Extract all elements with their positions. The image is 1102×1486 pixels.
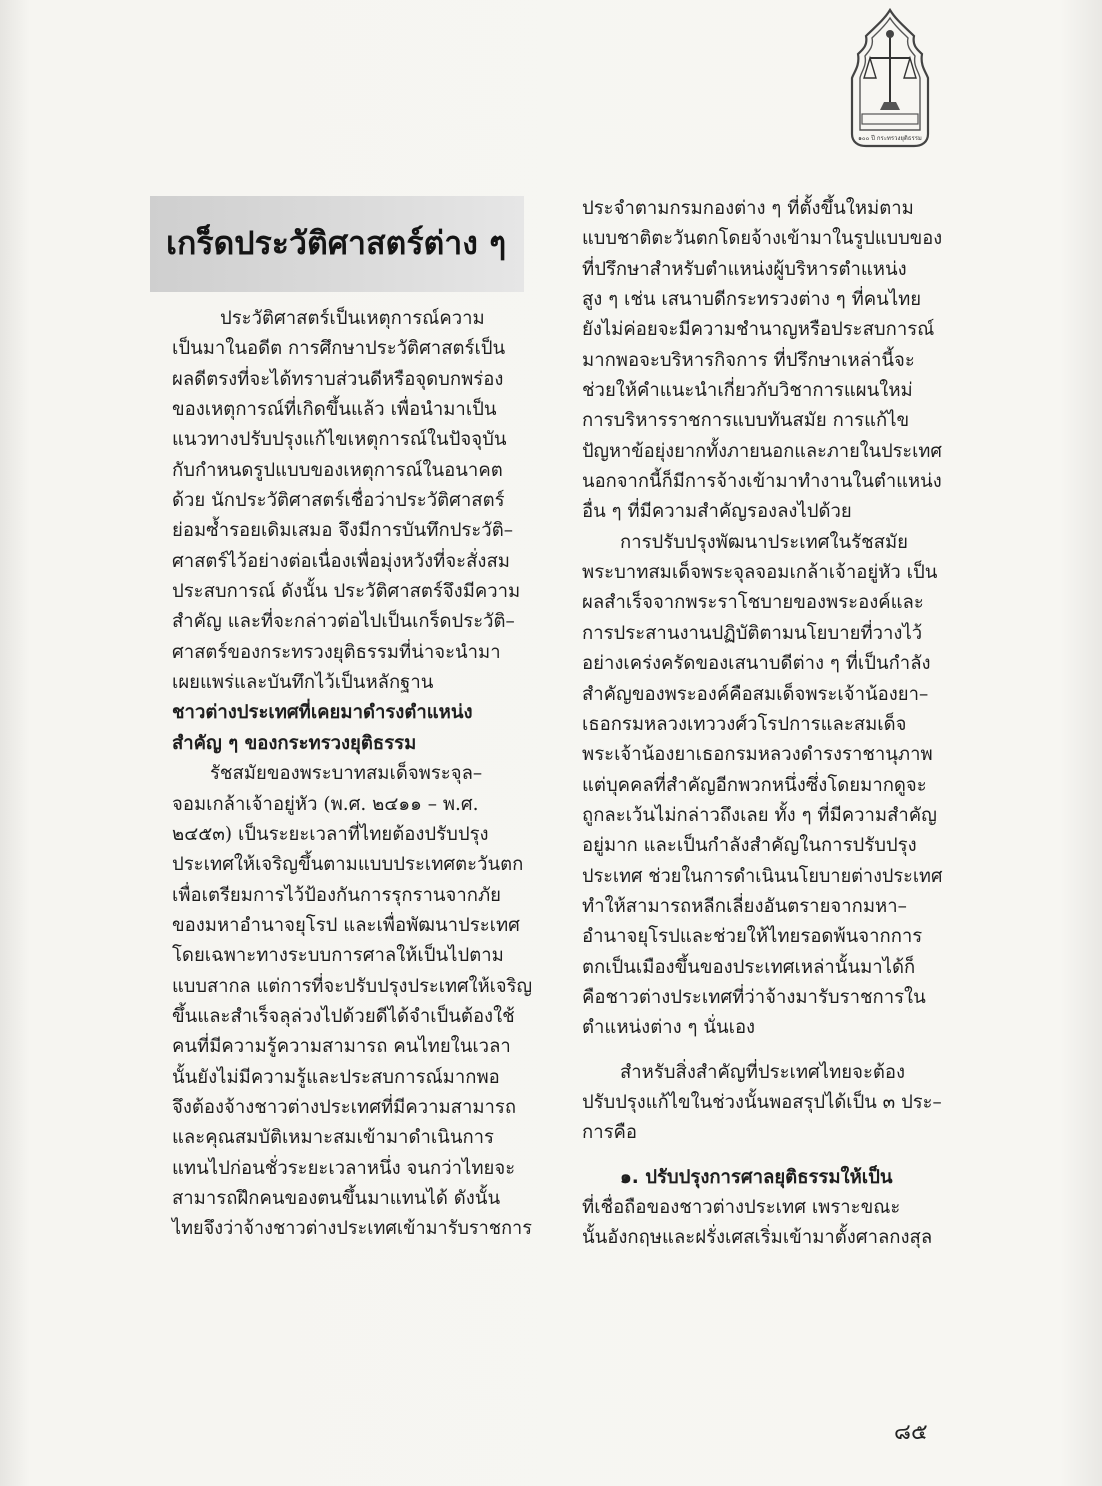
section-heading: ชาวต่างประเทศที่เคยมาดำรงตำแหน่ง — [172, 702, 473, 724]
text-line: สูง ๆ เช่น เสนาบดีกระทรวงต่าง ๆ ที่คนไทย — [582, 289, 922, 311]
text-line: ประวัติศาสตร์เป็นเหตุการณ์ความ — [220, 308, 485, 329]
right-column — [582, 194, 942, 1254]
text-line: แบบชาติตะวันตกโดยจ้างเข้ามาในรูปแบบของ — [582, 228, 943, 250]
text-line: ช่วยให้คำแนะนำเกี่ยวกับวิชาการแผนใหม่ — [582, 380, 913, 402]
text-line: สำคัญของพระองค์คือสมเด็จพระเจ้าน้องยา– — [582, 683, 929, 705]
text-line: การประสานงานปฏิบัติตามนโยบายที่วางไว้ — [582, 622, 923, 644]
text-line: พระเจ้าน้องยาเธอกรมหลวงดำรงราชานุภาพ — [582, 744, 933, 766]
text-line: แนวทางปรับปรุงแก้ไขเหตุการณ์ในปัจจุบัน — [172, 429, 507, 451]
text-line: ประเทศให้เจริญขึ้นตามแบบประเทศตะวันตก — [172, 854, 524, 876]
paragraph-gap — [582, 1149, 942, 1163]
text-line: แทนไปก่อนชั่วระยะเวลาหนึ่ง จนกว่าไทยจะ — [172, 1157, 516, 1179]
paragraph-gap — [582, 1044, 942, 1058]
text-line: ย่อมซ้ำรอยเดิมเสมอ จึงมีการบันทึกประวัติ– — [172, 520, 513, 542]
text-line: อื่น ๆ ที่มีความสำคัญรองลงไปด้วย — [582, 501, 852, 523]
text-line: ด้วย นักประวัติศาสตร์เชื่อว่าประวัติศาสตร์ — [172, 490, 505, 512]
text-line: สำหรับสิ่งสำคัญที่ประเทศไทยจะต้อง — [620, 1061, 906, 1083]
page-number: ๘๕ — [894, 1420, 928, 1445]
text-line: ประจำตามกรมกองต่าง ๆ ที่ตั้งขึ้นใหม่ตาม — [582, 198, 914, 219]
text-line: อำนาจยุโรปและช่วยให้ไทยรอดพ้นจากการ — [582, 926, 923, 948]
text-line: เผยแพร่และบันทึกไว้เป็นหลักฐาน — [172, 672, 434, 694]
ministry-emblem-icon — [844, 6, 936, 156]
text-line: ๒๔๕๓) เป็นระยะเวลาที่ไทยต้องปรับปรุง — [172, 823, 489, 845]
text-line: พระบาทสมเด็จพระจุลจอมเกล้าเจ้าอยู่หัว เป็น — [582, 562, 938, 584]
text-line: ปัญหาข้อยุ่งยากทั้งภายนอกและภายในประเทศ — [582, 440, 942, 462]
text-line: อยู่มาก และเป็นกำลังสำคัญในการปรับปรุง — [582, 835, 917, 857]
text-line: ปรับปรุงแก้ไขในช่วงนั้นพอสรุปได้เป็น ๓ ประ– — [582, 1091, 942, 1113]
text-line: ไทยจึงว่าจ้างชาวต่างประเทศเข้ามารับราชการ — [172, 1218, 532, 1240]
text-line: ประเทศ ช่วยในการดำเนินนโยบายต่างประเทศ — [582, 865, 943, 887]
text-line: และคุณสมบัติเหมาะสมเข้ามาดำเนินการ — [172, 1127, 494, 1149]
text-line: กับกำหนดรูปแบบของเหตุการณ์ในอนาคต — [172, 459, 503, 481]
text-line: ประสบการณ์ ดังนั้น ประวัติศาสตร์จึงมีความ — [172, 581, 521, 603]
text-line: เพื่อเตรียมการไว้ป้องกันการรุกรานจากภัย — [172, 884, 501, 906]
text-line: ผลสำเร็จจากพระราโชบายของพระองค์และ — [582, 592, 924, 614]
text-line: ที่เชื่อถือของชาวต่างประเทศ เพราะขณะ — [582, 1197, 901, 1218]
page-title: เกร็ดประวัติศาสตร์ต่าง ๆ — [166, 224, 507, 262]
text-line: รัชสมัยของพระบาทสมเด็จพระจุล– — [210, 763, 483, 785]
text-line: ผลดีตรงที่จะได้ทราบส่วนดีหรือจุดบกพร่อง — [172, 368, 504, 390]
text-line: ขึ้นและสำเร็จลุล่วงไปด้วยดีได้จำเป็นต้องใช้ — [172, 1005, 515, 1027]
text-line: การปรับปรุงพัฒนาประเทศในรัชสมัย — [620, 531, 908, 553]
text-line: ของเหตุการณ์ที่เกิดขึ้นแล้ว เพื่อนำมาเป็น — [172, 399, 497, 421]
text-line: ของมหาอำนาจยุโรป และเพื่อพัฒนาประเทศ — [172, 914, 520, 936]
text-line: ถูกละเว้นไม่กล่าวถึงเลย ทั้ง ๆ ที่มีความสำคัญ — [582, 804, 937, 826]
text-line: โดยเฉพาะทางระบบการศาลให้เป็นไปตาม — [172, 945, 504, 967]
text-line: ตำแหน่งต่าง ๆ นั่นเอง — [582, 1017, 756, 1039]
text-line: ศาสตร์ไว้อย่างต่อเนื่องเพื่อมุ่งหวังที่จะสั่งสม — [172, 550, 510, 572]
text-line: นั้นยังไม่มีความรู้และประสบการณ์มากพอ — [172, 1066, 500, 1088]
text-line: ตกเป็นเมืองขึ้นของประเทศเหล่านั้นมาได้ก็ — [582, 956, 916, 978]
text-line: เป็นมาในอดีต การศึกษาประวัติศาสตร์เป็น — [172, 338, 506, 360]
title-banner — [150, 196, 524, 292]
text-line: จึงต้องจ้างชาวต่างประเทศที่มีความสามารถ — [172, 1096, 517, 1118]
text-line: คนที่มีความรู้ความสามารถ คนไทยในเวลา — [172, 1036, 511, 1058]
text-line: สำคัญ และที่จะกล่าวต่อไปเป็นเกร็ดประวัติ– — [172, 611, 515, 633]
text-line: ทำให้สามารถหลีกเลี่ยงอันตรายจากมหา– — [582, 895, 907, 917]
text-line: นั้นอังกฤษและฝรั่งเศสเริ่มเข้ามาตั้งศาลกงสุล — [582, 1227, 933, 1249]
text-line: คือชาวต่างประเทศที่ว่าจ้างมารับราชการใน — [582, 986, 926, 1008]
text-line: นอกจากนี้ก็มีการจ้างเข้ามาทำงานในตำแหน่ง — [582, 471, 942, 493]
text-line: แบบสากล แต่การที่จะปรับปรุงประเทศให้เจริญ — [172, 975, 533, 997]
section-heading: สำคัญ ๆ ของกระทรวงยุติธรรม — [172, 732, 417, 754]
text-line: อย่างเคร่งครัดของเสนาบดีต่าง ๆ ที่เป็นกำลัง — [582, 653, 931, 675]
text-line: ยังไม่ค่อยจะมีความชำนาญหรือประสบการณ์ — [582, 319, 935, 341]
left-column — [172, 304, 532, 1245]
text-line: ที่ปรึกษาสำหรับตำแหน่งผู้บริหารตำแหน่ง — [582, 258, 907, 280]
text-line: สามารถฝึกคนของตนขึ้นมาแทนได้ ดังนั้น — [172, 1187, 501, 1209]
emblem-caption: ๑๐๐ ปี กระทรวงยุติธรรม — [858, 135, 922, 142]
text-line: แต่บุคคลที่สำคัญอีกพวกหนึ่งซึ่งโดยมากดูจะ — [582, 774, 927, 796]
text-line: มากพอจะบริหารกิจการ ที่ปรึกษาเหล่านี้จะ — [582, 349, 915, 371]
text-line: การบริหารราชการแบบทันสมัย การแก้ไข — [582, 410, 910, 432]
text-line: เธอกรมหลวงเทววงศ์วโรปการและสมเด็จ — [582, 713, 907, 735]
text-line: ศาสตร์ของกระทรวงยุติธรรมที่น่าจะนำมา — [172, 641, 501, 663]
text-line: การคือ — [582, 1122, 638, 1144]
text-line: จอมเกล้าเจ้าอยู่หัว (พ.ศ. ๒๔๑๑ – พ.ศ. — [172, 793, 479, 815]
numbered-point: ๑. ปรับปรุงการศาลยุติธรรมให้เป็น — [620, 1166, 893, 1188]
